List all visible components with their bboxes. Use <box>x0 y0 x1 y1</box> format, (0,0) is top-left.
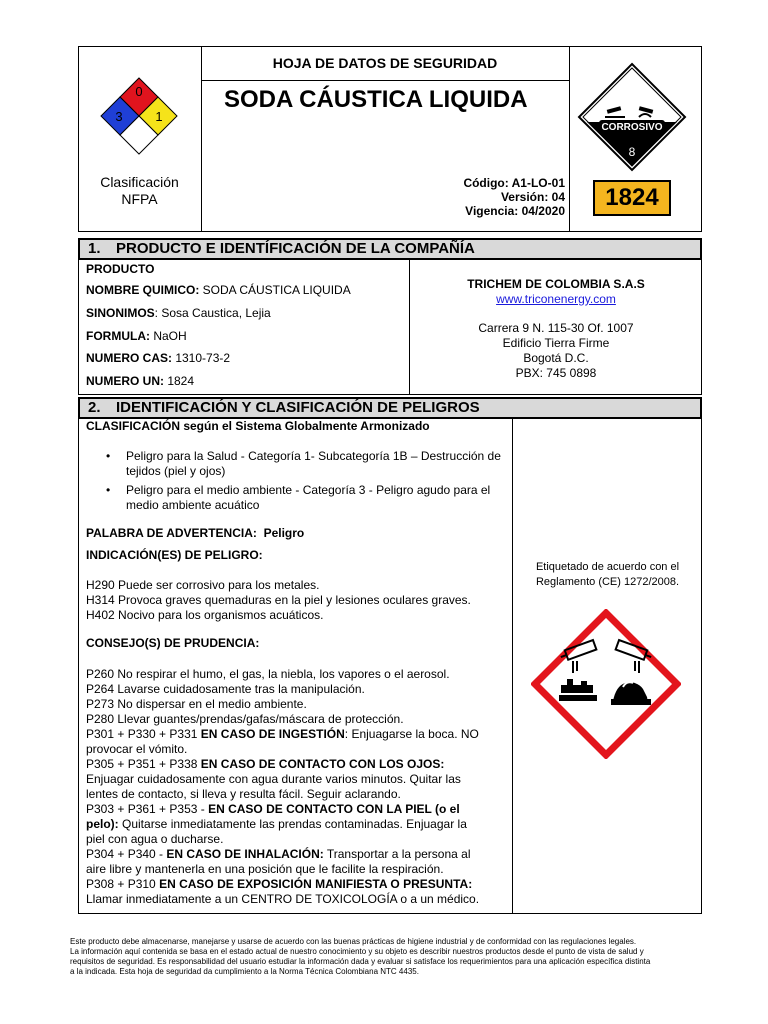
clasificacion-title: CLASIFICACIÓN según el Sistema Globalmente Armonizado <box>86 419 430 433</box>
precaution-eyes: P305 + P351 + P338 EN CASO DE CONTACTO CON LOS OJOS: <box>86 757 445 771</box>
precaution-inhalation-cont: aire libre y mantenerla en una posición que le facilite la respiración. <box>86 862 444 876</box>
precaution-ingestion: P301 + P330 + P331 EN CASO DE INGESTIÓN: Enjuagarse la boca. NO <box>86 727 479 741</box>
ghs-corrosion-pictogram-icon <box>531 609 681 759</box>
precaution-statement: P273 No dispersar en el medio ambiente. <box>86 697 307 711</box>
precaution-eyes-cont: lentes de contacto, si lleva y resulta fácil. Seguir aclarando. <box>86 787 401 801</box>
nfpa-label-1: Clasificación <box>100 174 179 190</box>
footer-line-1: Este producto debe almacenarse, manejarse y usarse de acuerdo con las buenas prácticas de higiene industrial y de conformidad con las regulaciones legales. <box>70 937 637 946</box>
precaution-ingestion-cont: provocar el vómito. <box>86 742 188 756</box>
document-version: Versión: 04 <box>500 190 565 204</box>
nfpa-reactivity-value: 1 <box>155 109 163 124</box>
field-formula: FORMULA: NaOH <box>86 329 187 343</box>
un-number-badge <box>593 180 671 216</box>
footer-line-2: La información aquí contenida se basa en el estado actual de nuestro conocimiento y su objeto es describir nuestros productos desde el punto de vista de salud y <box>70 947 644 956</box>
footer-line-4: a la indicada. Esta hoja de seguridad da cumplimiento a la Norma Técnica Colombiana NTC 4435. <box>70 967 419 976</box>
nfpa-fire-value: 0 <box>135 84 143 99</box>
nfpa-label-2: NFPA <box>121 191 158 207</box>
producto-label: PRODUCTO <box>86 262 155 276</box>
corrosive-label: CORROSIVO <box>601 122 663 133</box>
palabra-advertencia: PALABRA DE ADVERTENCIA: Peligro <box>86 526 305 540</box>
list-item: • Peligro para el medio ambiente - Categoría 3 - Peligro agudo para el medio ambiente acuático <box>78 483 508 513</box>
company-website-link[interactable]: www.triconenergy.com <box>496 292 616 306</box>
hazard-statement: H290 Puede ser corrosivo para los metales. <box>86 578 320 592</box>
indicacion-title: INDICACIÓN(ES) DE PELIGRO: <box>86 548 263 562</box>
document-type: HOJA DE DATOS DE SEGURIDAD <box>272 55 498 71</box>
hazard-classes-list <box>78 449 508 517</box>
etiquetado-line-2: Reglamento (CE) 1272/2008. <box>535 576 680 588</box>
company-phone: PBX: 745 0898 <box>515 366 597 380</box>
footer-line-3: requisitos de seguridad. Es responsabilidad del usuario estudiar la información dada y evaluar si satisface los requerimientos para una aplicación específica distinta <box>70 957 651 966</box>
precaution-exposure: P308 + P310 EN CASO DE EXPOSICIÓN MANIFIESTA O PRESUNTA: <box>86 877 473 891</box>
section-1-number: 1. <box>88 240 101 257</box>
precaution-statement: P264 Lavarse cuidadosamente tras la manipulación. <box>86 682 365 696</box>
precaution-exposure-cont: Llamar inmediatamente a un CENTRO DE TOXICOLOGÍA o a un médico. <box>86 892 480 906</box>
un-number-badge-text: 1824 <box>605 184 659 211</box>
page-title: SODA CÁUSTICA LIQUIDA <box>224 86 528 113</box>
section-2-header <box>78 397 702 419</box>
document-validity: Vigencia: 04/2020 <box>465 204 565 218</box>
section-2-title: IDENTIFICACIÓN Y CLASIFICACIÓN DE PELIGROS <box>116 399 480 416</box>
field-sinonimos: SINONIMOS: Sosa Caustica, Lejia <box>86 306 271 320</box>
section-2-number: 2. <box>88 399 101 416</box>
precaution-inhalation: P304 + P340 - EN CASO DE INHALACIÓN: Transportar a la persona al <box>86 847 471 861</box>
precaution-statement: P280 Llevar guantes/prendas/gafas/máscara de protección. <box>86 712 404 726</box>
document-code: Código: A1-LO-01 <box>463 176 565 190</box>
section-1-title: PRODUCTO E IDENTÍFICACIÓN DE LA COMPAÑÍA <box>116 240 475 257</box>
precaution-statement: P260 No respirar el humo, el gas, la niebla, los vapores o el aerosol. <box>86 667 450 681</box>
company-address-1: Carrera 9 N. 115-30 Of. 1007 <box>478 321 634 335</box>
corrosive-class: 8 <box>628 145 636 159</box>
section-1-header <box>78 238 702 260</box>
field-numero-un: NUMERO UN: 1824 <box>86 374 195 388</box>
hazard-statement: H402 Nocivo para los organismos acuáticos. <box>86 608 324 622</box>
precaution-skin: P303 + P361 + P353 - EN CASO DE CONTACTO CON LA PIEL (o el <box>86 802 460 816</box>
field-numero-cas: NUMERO CAS: 1310-73-2 <box>86 351 231 365</box>
company-city: Bogotá D.C. <box>523 351 589 365</box>
nfpa-health-value: 3 <box>115 109 123 124</box>
field-nombre-quimico: NOMBRE QUIMICO: SODA CÁUSTICA LIQUIDA <box>86 283 351 297</box>
list-item: • Peligro para la Salud - Categoría 1- Subcategoría 1B – Destrucción de tejidos (piel y ojos) <box>78 449 508 479</box>
company-address-2: Edificio Tierra Firme <box>502 336 610 350</box>
precaution-eyes-cont: Enjuagar cuidadosamente con agua durante varios minutos. Quitar las <box>86 772 461 786</box>
consejo-title: CONSEJO(S) DE PRUDENCIA: <box>86 636 260 650</box>
precaution-skin-cont: pelo): Quitarse inmediatamente las prendas contaminadas. Enjuagar la <box>86 817 467 831</box>
etiquetado-line-1: Etiquetado de acuerdo con el <box>535 561 680 573</box>
company-name: TRICHEM DE COLOMBIA S.A.S <box>467 277 645 291</box>
nfpa-diamond <box>87 62 191 170</box>
corrosive-placard-icon <box>577 62 687 172</box>
hazard-statement: H314 Provoca graves quemaduras en la piel y lesiones oculares graves. <box>86 593 471 607</box>
precaution-skin-cont: piel con agua o ducharse. <box>86 832 224 846</box>
